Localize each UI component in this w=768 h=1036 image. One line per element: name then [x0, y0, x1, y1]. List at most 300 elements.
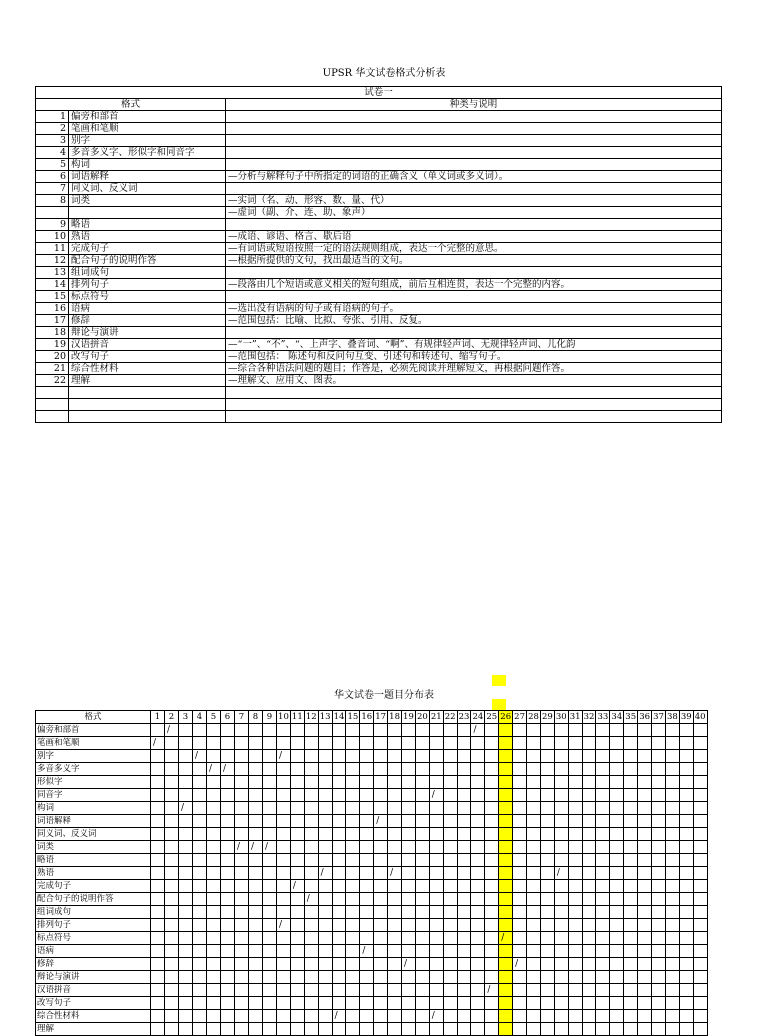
empty-cell: [485, 776, 499, 789]
table-row: [36, 351, 722, 363]
empty-cell: [443, 789, 457, 802]
empty-cell: [235, 880, 249, 893]
empty-cell: [346, 1010, 360, 1023]
empty-cell: [540, 789, 554, 802]
empty-cell: [652, 750, 666, 763]
empty-cell: [277, 867, 291, 880]
empty-cell: [415, 789, 429, 802]
empty-cell: [151, 945, 165, 958]
empty-cell: [679, 919, 693, 932]
empty-cell: [207, 906, 221, 919]
empty-cell: [443, 971, 457, 984]
empty-cell: [263, 737, 277, 750]
empty-cell: [193, 815, 207, 828]
empty-cell: [665, 997, 679, 1010]
table-row: [36, 123, 722, 135]
empty-cell: [679, 737, 693, 750]
empty-cell: [610, 919, 624, 932]
empty-cell: [388, 763, 402, 776]
question-number: 16: [361, 712, 373, 722]
empty-cell: [457, 828, 471, 841]
empty-cell: [596, 945, 610, 958]
empty-cell: [263, 971, 277, 984]
question-number: 9: [263, 711, 277, 724]
format-name: 同义词、反义词: [69, 183, 226, 195]
empty-cell: [388, 1010, 402, 1023]
empty-cell: [374, 802, 388, 815]
empty-cell: [165, 763, 179, 776]
empty-cell: [554, 997, 568, 1010]
format-name: [69, 399, 226, 411]
empty-cell: [193, 906, 207, 919]
empty-cell: [513, 906, 527, 919]
empty-cell: [179, 724, 193, 737]
empty-cell: [429, 763, 443, 776]
empty-cell: [235, 971, 249, 984]
format-name: 配合句子的说明作答: [69, 255, 226, 267]
empty-cell: [151, 724, 165, 737]
empty-cell: [610, 737, 624, 750]
empty-cell: [665, 841, 679, 854]
question-mark: /: [485, 984, 499, 997]
empty-cell: [249, 880, 263, 893]
empty-cell: [596, 958, 610, 971]
row-number: 13: [36, 267, 69, 279]
empty-cell: [374, 971, 388, 984]
empty-cell: [596, 906, 610, 919]
question-number: 1: [151, 711, 165, 724]
empty-cell: [652, 984, 666, 997]
empty-cell: [624, 971, 638, 984]
empty-cell: [582, 867, 596, 880]
empty-cell: [332, 789, 346, 802]
format-name: 笔画和笔顺: [36, 737, 151, 750]
empty-cell: [499, 841, 513, 854]
empty-cell: [235, 1023, 249, 1036]
empty-cell: [193, 958, 207, 971]
empty-cell: [193, 984, 207, 997]
question-mark: /: [263, 841, 277, 854]
empty-cell: [346, 737, 360, 750]
empty-cell: [277, 841, 291, 854]
empty-cell: [165, 750, 179, 763]
empty-cell: [679, 828, 693, 841]
row-number: [36, 411, 69, 423]
empty-cell: [679, 1010, 693, 1023]
empty-cell: [235, 867, 249, 880]
format-name: 修辞: [36, 958, 151, 971]
empty-cell: [457, 802, 471, 815]
empty-cell: [290, 893, 304, 906]
empty-cell: [221, 867, 235, 880]
empty-cell: [554, 971, 568, 984]
empty-cell: [346, 893, 360, 906]
row-number: 11: [36, 243, 69, 255]
question-mark: /: [429, 1010, 443, 1023]
empty-cell: [374, 945, 388, 958]
empty-cell: [596, 1010, 610, 1023]
empty-cell: [624, 906, 638, 919]
empty-cell: [429, 880, 443, 893]
empty-cell: [415, 958, 429, 971]
empty-cell: [346, 906, 360, 919]
empty-cell: [693, 971, 707, 984]
empty-cell: [513, 737, 527, 750]
empty-cell: [638, 958, 652, 971]
empty-cell: [374, 750, 388, 763]
empty-cell: [429, 932, 443, 945]
format-name: 排列句子: [69, 279, 226, 291]
empty-cell: [402, 828, 416, 841]
empty-cell: [596, 854, 610, 867]
question-mark: /: [193, 750, 207, 763]
empty-cell: [290, 854, 304, 867]
empty-cell: [596, 893, 610, 906]
empty-cell: [277, 776, 291, 789]
empty-cell: [540, 776, 554, 789]
empty-cell: [151, 854, 165, 867]
empty-cell: [527, 828, 541, 841]
empty-cell: [332, 841, 346, 854]
empty-cell: [693, 737, 707, 750]
question-number: 34: [611, 712, 623, 722]
question-mark: /: [513, 958, 527, 971]
empty-cell: [665, 815, 679, 828]
empty-cell: [263, 1023, 277, 1036]
empty-cell: [554, 815, 568, 828]
empty-cell: [221, 958, 235, 971]
empty-cell: [527, 815, 541, 828]
question-mark: /: [374, 815, 388, 828]
empty-cell: [527, 776, 541, 789]
empty-cell: [443, 841, 457, 854]
empty-cell: [346, 750, 360, 763]
empty-cell: [665, 789, 679, 802]
format-description: [226, 123, 722, 135]
format-description: [226, 387, 722, 399]
empty-cell: [638, 867, 652, 880]
empty-cell: [443, 945, 457, 958]
empty-cell: [652, 776, 666, 789]
empty-cell: [471, 802, 485, 815]
empty-cell: [693, 906, 707, 919]
empty-cell: [165, 1010, 179, 1023]
empty-cell: [207, 984, 221, 997]
empty-cell: [638, 984, 652, 997]
empty-cell: [596, 802, 610, 815]
empty-cell: [332, 880, 346, 893]
empty-cell: [485, 841, 499, 854]
empty-cell: [165, 854, 179, 867]
empty-cell: [221, 997, 235, 1010]
format-name: 组词成句: [36, 906, 151, 919]
empty-cell: [610, 724, 624, 737]
empty-cell: [388, 893, 402, 906]
distribution-table-title: 华文试卷一题目分布表: [334, 690, 434, 701]
empty-cell: [360, 919, 374, 932]
empty-cell: [665, 1010, 679, 1023]
table-row: [36, 255, 722, 267]
question-mark: /: [235, 841, 249, 854]
empty-cell: [429, 854, 443, 867]
empty-cell: [249, 867, 263, 880]
empty-cell: [457, 945, 471, 958]
empty-cell: [527, 984, 541, 997]
empty-cell: [249, 997, 263, 1010]
empty-cell: [429, 1023, 443, 1036]
empty-cell: [235, 958, 249, 971]
format-name: [69, 411, 226, 423]
empty-cell: [652, 854, 666, 867]
empty-cell: [638, 906, 652, 919]
empty-cell: [652, 1010, 666, 1023]
empty-cell: [249, 906, 263, 919]
empty-cell: [193, 932, 207, 945]
question-number: 36: [639, 712, 651, 722]
empty-cell: [513, 724, 527, 737]
empty-cell: [693, 750, 707, 763]
empty-cell: [235, 906, 249, 919]
empty-cell: [402, 802, 416, 815]
empty-cell: [151, 867, 165, 880]
empty-cell: [610, 763, 624, 776]
empty-cell: [679, 971, 693, 984]
question-mark: /: [402, 958, 416, 971]
empty-cell: [554, 945, 568, 958]
question-number: 37: [653, 712, 664, 722]
empty-cell: [429, 815, 443, 828]
table-row: [36, 802, 708, 815]
question-number: 6: [221, 711, 235, 724]
empty-cell: [193, 867, 207, 880]
empty-cell: [304, 724, 318, 737]
empty-cell: [402, 997, 416, 1010]
question-number: 8: [249, 711, 263, 724]
empty-cell: [193, 763, 207, 776]
empty-cell: [471, 789, 485, 802]
empty-cell: [652, 724, 666, 737]
empty-cell: [638, 750, 652, 763]
empty-cell: [165, 984, 179, 997]
empty-cell: [554, 958, 568, 971]
header-format: 格式: [36, 99, 226, 111]
empty-cell: [207, 997, 221, 1010]
empty-cell: [179, 932, 193, 945]
empty-cell: [540, 880, 554, 893]
empty-cell: [665, 867, 679, 880]
empty-cell: [415, 737, 429, 750]
empty-cell: [457, 958, 471, 971]
table-row: [36, 971, 708, 984]
format-description: —实词（名、动、形容、数、量、代）: [226, 195, 722, 207]
empty-cell: [374, 1010, 388, 1023]
empty-cell: [665, 893, 679, 906]
table-row: [36, 841, 708, 854]
question-number: 27: [514, 712, 525, 722]
empty-cell: [443, 815, 457, 828]
empty-cell: [554, 763, 568, 776]
empty-cell: [679, 997, 693, 1010]
empty-cell: [207, 828, 221, 841]
empty-cell: [346, 945, 360, 958]
empty-cell: [513, 815, 527, 828]
table-row: [36, 828, 708, 841]
format-name: 标点符号: [69, 291, 226, 303]
empty-cell: [624, 945, 638, 958]
empty-cell: [221, 724, 235, 737]
empty-cell: [263, 763, 277, 776]
format-description: [226, 111, 722, 123]
format-name: [69, 207, 226, 219]
empty-cell: [610, 945, 624, 958]
paper-label: 试卷一: [36, 87, 722, 99]
empty-cell: [527, 841, 541, 854]
empty-cell: [360, 841, 374, 854]
empty-cell: [221, 841, 235, 854]
empty-cell: [443, 828, 457, 841]
empty-cell: [679, 1023, 693, 1036]
row-number: 20: [36, 351, 69, 363]
empty-cell: [499, 789, 513, 802]
empty-cell: [304, 945, 318, 958]
empty-cell: [693, 997, 707, 1010]
table-row: [36, 363, 722, 375]
empty-cell: [652, 828, 666, 841]
empty-cell: [179, 945, 193, 958]
row-number: 22: [36, 375, 69, 387]
empty-cell: [471, 945, 485, 958]
empty-cell: [235, 893, 249, 906]
question-number: 31: [569, 712, 581, 722]
empty-cell: [221, 1010, 235, 1023]
empty-cell: [402, 867, 416, 880]
empty-cell: [346, 776, 360, 789]
empty-cell: [290, 919, 304, 932]
empty-cell: [360, 1023, 374, 1036]
question-mark: /: [277, 750, 291, 763]
empty-cell: [304, 919, 318, 932]
empty-cell: [596, 919, 610, 932]
table-row: [36, 776, 708, 789]
empty-cell: [318, 984, 332, 997]
empty-cell: [652, 919, 666, 932]
empty-cell: [665, 776, 679, 789]
empty-cell: [471, 841, 485, 854]
format-analysis-table: [35, 86, 722, 423]
table-row: [36, 279, 722, 291]
empty-cell: [304, 1010, 318, 1023]
empty-cell: [388, 854, 402, 867]
format-description: [226, 159, 722, 171]
empty-cell: [693, 854, 707, 867]
empty-cell: [596, 724, 610, 737]
question-mark: /: [277, 919, 291, 932]
empty-cell: [304, 867, 318, 880]
empty-cell: [360, 750, 374, 763]
empty-cell: [179, 958, 193, 971]
empty-cell: [443, 1010, 457, 1023]
empty-cell: [221, 789, 235, 802]
empty-cell: [304, 971, 318, 984]
format-description: —虚词（副、介、连、助、象声）: [226, 207, 722, 219]
format-name: 修辞: [69, 315, 226, 327]
empty-cell: [665, 906, 679, 919]
table-row: [36, 906, 708, 919]
empty-cell: [499, 984, 513, 997]
empty-cell: [151, 997, 165, 1010]
empty-cell: [582, 984, 596, 997]
empty-cell: [193, 1023, 207, 1036]
empty-cell: [374, 776, 388, 789]
empty-cell: [554, 802, 568, 815]
empty-cell: [485, 1010, 499, 1023]
empty-cell: [346, 880, 360, 893]
empty-cell: [471, 906, 485, 919]
empty-cell: [624, 750, 638, 763]
empty-cell: [665, 1023, 679, 1036]
empty-cell: [290, 828, 304, 841]
empty-cell: [693, 1023, 707, 1036]
empty-cell: [179, 1023, 193, 1036]
empty-cell: [624, 789, 638, 802]
empty-cell: [304, 763, 318, 776]
empty-cell: [221, 854, 235, 867]
empty-cell: [235, 750, 249, 763]
row-number: 9: [36, 219, 69, 231]
empty-cell: [304, 776, 318, 789]
empty-cell: [568, 854, 582, 867]
question-mark: /: [165, 724, 179, 737]
empty-cell: [485, 971, 499, 984]
empty-cell: [249, 1010, 263, 1023]
empty-cell: [527, 1010, 541, 1023]
empty-cell: [263, 776, 277, 789]
table-row: [36, 1023, 708, 1036]
empty-cell: [235, 789, 249, 802]
empty-cell: [429, 893, 443, 906]
empty-cell: [304, 932, 318, 945]
empty-cell: [346, 958, 360, 971]
empty-cell: [207, 802, 221, 815]
empty-cell: [263, 906, 277, 919]
empty-cell: [638, 724, 652, 737]
empty-cell: [485, 932, 499, 945]
table-row: [36, 997, 708, 1010]
empty-cell: [277, 971, 291, 984]
empty-cell: [388, 971, 402, 984]
empty-cell: [652, 997, 666, 1010]
empty-cell: [596, 828, 610, 841]
empty-cell: [554, 984, 568, 997]
empty-cell: [582, 906, 596, 919]
empty-cell: [151, 802, 165, 815]
empty-cell: [693, 776, 707, 789]
empty-cell: [471, 815, 485, 828]
empty-cell: [402, 880, 416, 893]
empty-cell: [624, 1023, 638, 1036]
empty-cell: [221, 906, 235, 919]
empty-cell: [249, 971, 263, 984]
empty-cell: [249, 984, 263, 997]
empty-cell: [277, 815, 291, 828]
empty-cell: [443, 750, 457, 763]
empty-cell: [499, 1023, 513, 1036]
empty-cell: [304, 997, 318, 1010]
empty-cell: [332, 724, 346, 737]
table-row: [36, 984, 708, 997]
empty-cell: [527, 854, 541, 867]
empty-cell: [374, 880, 388, 893]
